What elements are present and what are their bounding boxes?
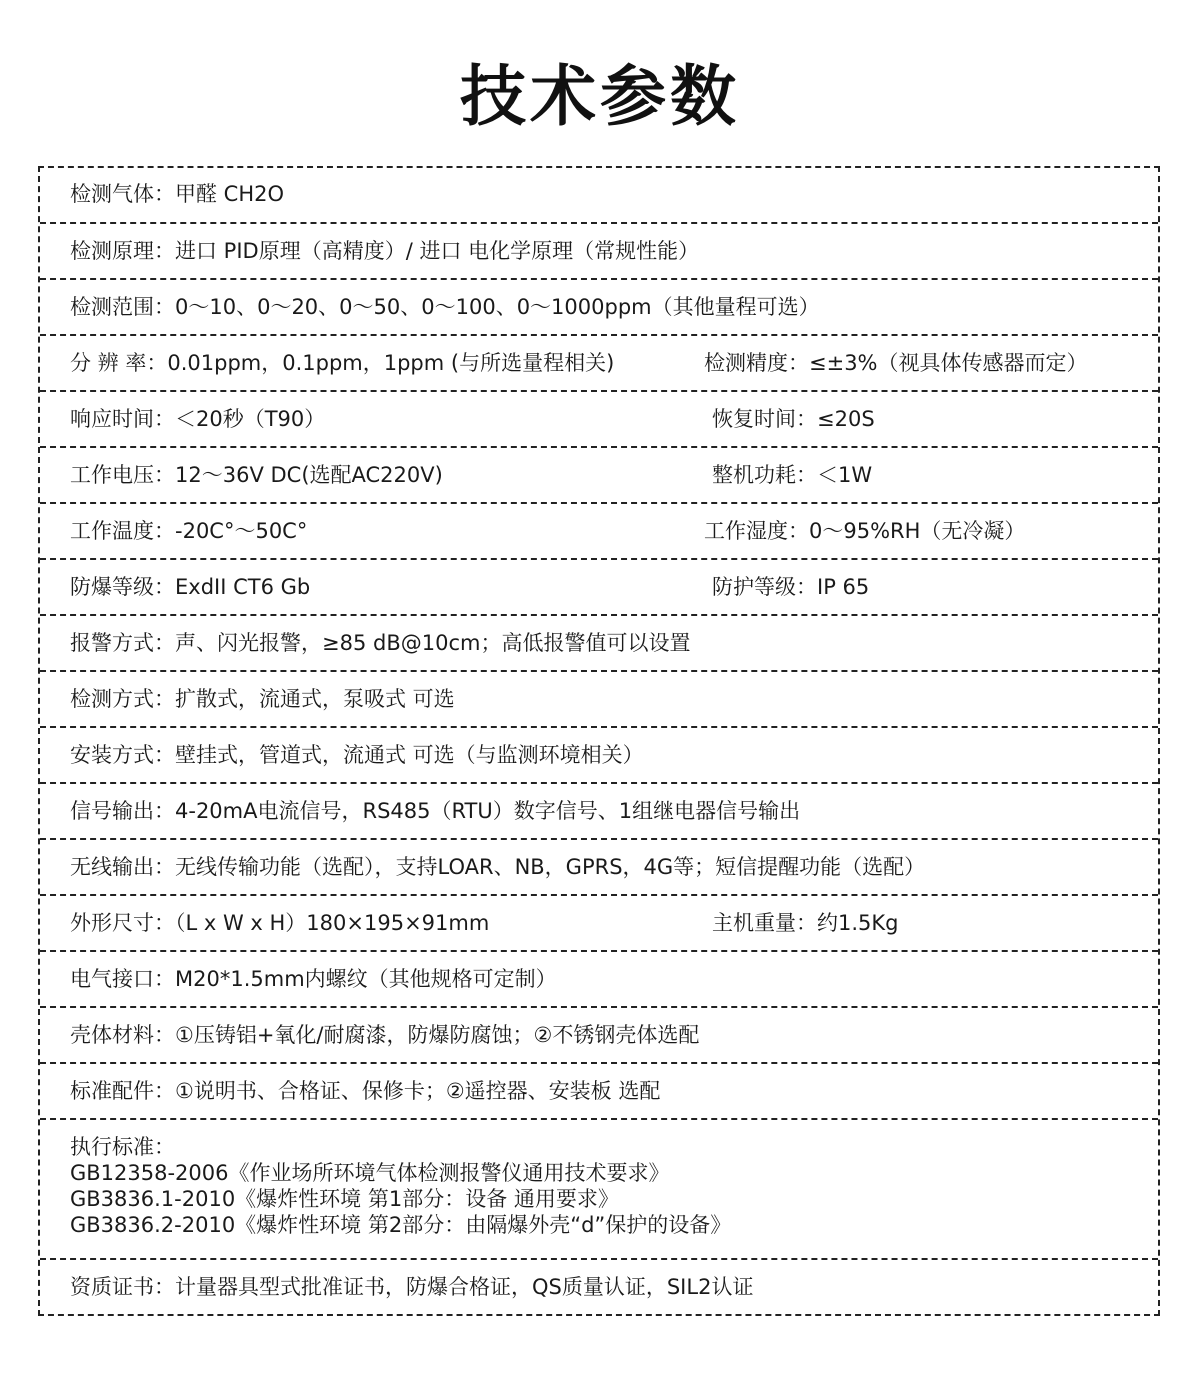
spec-response-time: 响应时间：＜20秒（T90） [70,407,326,431]
spec-row-dimensions [40,894,1158,950]
spec-standards [40,1134,1158,1238]
spec-certificates: 资质证书：计量器具型式批准证书，防爆合格证，QS质量认证，SIL2认证 [70,1275,754,1299]
standard-line: GB3836.1-2010《爆炸性环境 第1部分：设备 通用要求》 [70,1187,619,1211]
spec-row-interface [40,950,1158,1006]
spec-row-signal [40,782,1158,838]
spec-humidity: 工作湿度：0～95%RH（无冷凝） [704,519,1026,543]
spec-row-wireless [40,838,1158,894]
spec-row-principle [40,222,1158,278]
spec-row-temperature [40,502,1158,558]
spec-weight: 主机重量：约1.5Kg [712,911,899,935]
page-title: 技术参数 [460,58,740,135]
spec-row-standards [40,1118,1158,1258]
standards-heading: 执行标准： [70,1135,175,1159]
spec-resolution: 分 辨 率：0.01ppm，0.1ppm，1ppm (与所选量程相关) [70,351,615,375]
spec-protection-grade: 防护等级：IP 65 [712,575,870,599]
spec-gas: 检测气体：甲醛 CH2O [70,182,285,206]
spec-row-resolution [40,334,1158,390]
spec-row-response [40,390,1158,446]
spec-detection-mode: 检测方式：扩散式，流通式，泵吸式 可选 [70,687,455,711]
spec-row-explosion [40,558,1158,614]
spec-row-accessories [40,1062,1158,1118]
spec-temperature: 工作温度：-20C°～50C° [70,519,308,543]
spec-housing-material: 壳体材料：①压铸铝+氧化/耐腐漆，防爆防腐蚀；②不锈钢壳体选配 [70,1023,700,1047]
spec-row-housing [40,1006,1158,1062]
spec-row-installation [40,726,1158,782]
spec-range: 检测范围：0～10、0～20、0～50、0～100、0～1000ppm（其他量程可选） [70,295,820,319]
spec-accuracy: 检测精度：≤±3%（视具体传感器而定） [704,351,1088,375]
spec-electrical-interface: 电气接口：M20*1.5mm内螺纹（其他规格可定制） [70,967,557,991]
spec-table [38,166,1160,1316]
spec-voltage: 工作电压：12～36V DC(选配AC220V) [70,463,443,487]
spec-row-gas [40,168,1158,222]
standard-line: GB3836.2-2010《爆炸性环境 第2部分：由隔爆外壳“d”保护的设备》 [70,1213,732,1237]
spec-row-range [40,278,1158,334]
spec-recovery-time: 恢复时间：≤20S [712,407,875,431]
spec-row-voltage [40,446,1158,502]
standard-line: GB12358-2006《作业场所环境气体检测报警仪通用技术要求》 [70,1161,670,1185]
spec-principle: 检测原理：进口 PID原理（高精度）/ 进口 电化学原理（常规性能） [70,239,700,263]
spec-accessories: 标准配件：①说明书、合格证、保修卡；②遥控器、安装板 选配 [70,1079,661,1103]
spec-alarm: 报警方式：声、闪光报警，≥85 dB@10cm；高低报警值可以设置 [70,631,691,655]
spec-row-detection-mode [40,670,1158,726]
spec-dimensions: 外形尺寸：（L x W x H）180×195×91mm [70,911,490,935]
spec-power: 整机功耗：＜1W [712,463,873,487]
spec-installation: 安装方式：壁挂式，管道式，流通式 可选（与监测环境相关） [70,743,644,767]
spec-wireless-output: 无线输出：无线传输功能（选配），支持LOAR、NB，GPRS，4G等；短信提醒功能（选配） [70,855,926,879]
spec-signal-output: 信号输出：4-20mA电流信号，RS485（RTU）数字信号、1组继电器信号输出 [70,799,801,823]
spec-row-alarm [40,614,1158,670]
spec-explosion-grade: 防爆等级：ExdII CT6 Gb [70,575,311,599]
spec-row-certificates [40,1258,1158,1314]
